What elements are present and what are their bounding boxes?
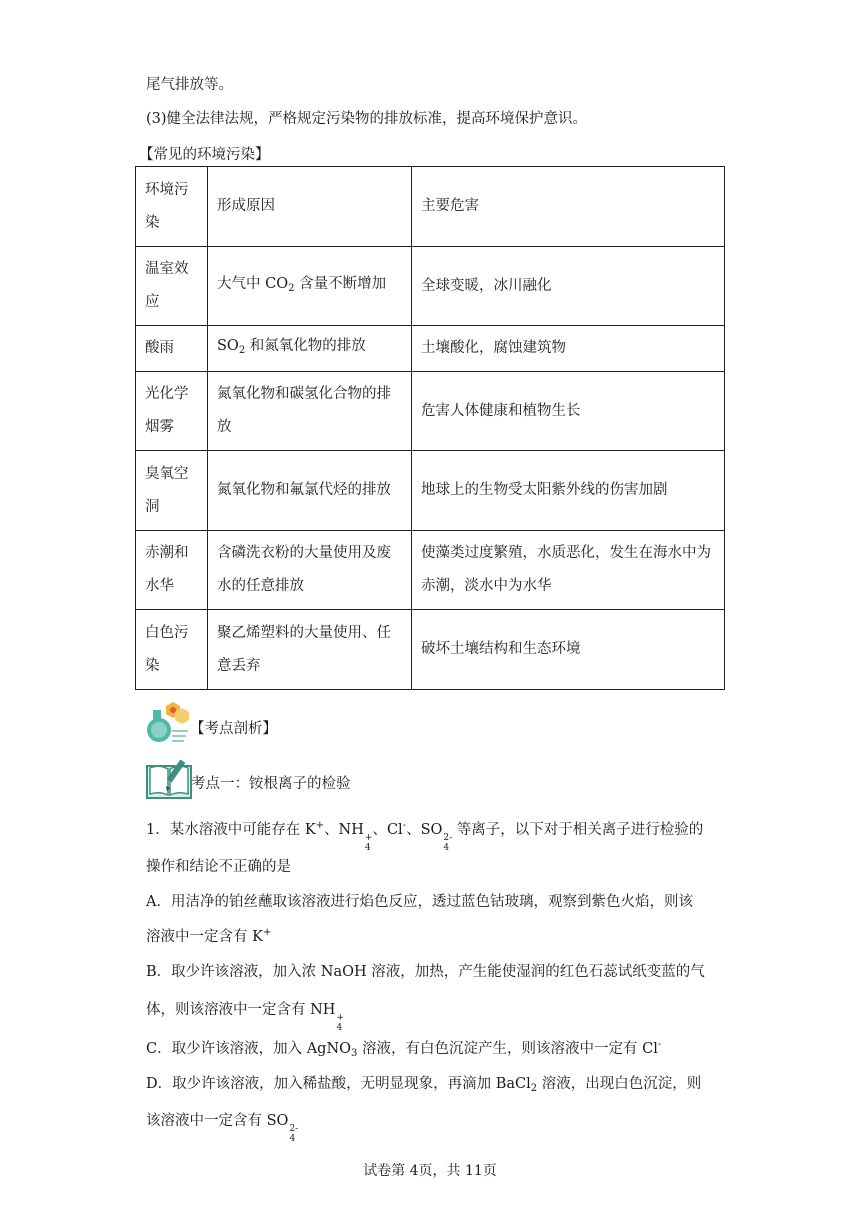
- cause-text: 大气中 CO: [217, 275, 289, 292]
- cell-harm: 全球变暖，冰川融化: [412, 247, 725, 326]
- header-pollution: 环境污染: [136, 167, 208, 247]
- nh4-subscript: 4: [336, 1023, 343, 1033]
- stem-text: 、NH: [324, 822, 364, 838]
- option-c-text-rest: 溶液，有白色沉淀产生，则该溶液中一定有 Cl: [357, 1041, 658, 1057]
- option-c: [146, 1037, 661, 1059]
- table-row: [136, 531, 725, 610]
- pollution-table: [135, 166, 725, 690]
- option-b-line-1: B．取少许该溶液，加入浓 NaOH 溶液，加热，产生能使湿润的红色石蕊试纸变蓝的气: [146, 964, 705, 980]
- analysis-heading: 【考点剖析】: [190, 721, 277, 737]
- cl-charge: -: [657, 1039, 662, 1050]
- cell-harm: 土壤酸化，腐蚀建筑物: [412, 326, 725, 372]
- stem-text: 等离子，以下对于相关离子进行检验的: [452, 822, 704, 838]
- chemistry-flask-icon: [146, 700, 190, 744]
- nh4-charge: +: [336, 1013, 344, 1023]
- stem-text: 、Cl: [372, 822, 403, 838]
- table-row: [136, 326, 725, 372]
- cell-pollution: 赤潮和水华: [136, 531, 208, 610]
- so4-charge-stack: [289, 1124, 298, 1144]
- agno3-subscript: 3: [351, 1048, 358, 1059]
- cell-harm: 破坏土壤结构和生态环境: [412, 610, 725, 690]
- cause-text: SO: [217, 338, 239, 354]
- option-d-text: D．取少许该溶液，加入稀盐酸，无明显现象，再滴加 BaCl: [146, 1076, 531, 1092]
- option-c-text: C．取少许该溶液，加入 AgNO: [146, 1041, 352, 1057]
- k-charge: +: [315, 820, 325, 831]
- option-d-line-1: [146, 1072, 701, 1094]
- page-footer: 试卷第 4页，共 11页: [363, 1163, 497, 1179]
- cause-subscript: 2: [238, 345, 246, 356]
- option-d-text-end: 该溶液中一定含有 SO: [146, 1113, 289, 1129]
- so4-charge-stack: [443, 833, 452, 853]
- option-b-text: 体，则该溶液中一定含有 NH: [146, 1002, 336, 1018]
- k-charge: +: [262, 927, 272, 938]
- cell-cause: 聚乙烯塑料的大量使用、任意丢弃: [208, 610, 412, 690]
- so4-subscript: 4: [289, 1134, 296, 1144]
- so4-charge: 2-: [289, 1124, 299, 1134]
- nh4-charge-stack: [336, 1013, 344, 1033]
- cell-cause: [208, 247, 412, 326]
- book-pen-icon: [146, 758, 192, 800]
- cell-cause: 氮氧化物和碳氢化合物的排放: [208, 372, 412, 451]
- cell-harm: 危害人体健康和植物生长: [412, 372, 725, 451]
- cell-cause: [208, 326, 412, 372]
- table-row: [136, 372, 725, 451]
- cell-cause: 含磷洗衣粉的大量使用及废水的任意排放: [208, 531, 412, 610]
- pollution-heading: 【常见的环境污染】: [139, 147, 270, 163]
- so4-subscript: 4: [443, 843, 450, 853]
- header-harm: 主要危害: [412, 167, 725, 247]
- point-1-title: 考点一：铵根离子的检验: [191, 776, 351, 792]
- cl-charge: -: [402, 820, 407, 831]
- table-header-row: [136, 167, 725, 247]
- cause-subscript: 2: [288, 282, 295, 294]
- nh4-subscript: 4: [364, 843, 371, 853]
- option-a-text: 溶液中一定含有 K: [146, 929, 263, 945]
- table-row: [136, 610, 725, 690]
- stem-text: 1．某水溶液中可能存在 K: [146, 822, 316, 838]
- cell-pollution: 白色污染: [136, 610, 208, 690]
- bacl2-subscript: 2: [530, 1083, 538, 1094]
- cell-pollution: 臭氧空洞: [136, 451, 208, 531]
- cell-pollution: 温室效应: [136, 247, 208, 326]
- question-stem: [146, 818, 703, 853]
- stem-text: 、SO: [406, 822, 443, 838]
- option-a-line-2: [146, 925, 271, 946]
- table-row: [136, 247, 725, 326]
- option-a-line-1: A．用洁净的铂丝蘸取该溶液进行焰色反应，透过蓝色钴玻璃，观察到紫色火焰，则该: [146, 894, 693, 910]
- cause-text-rest: 含量不断增加: [294, 275, 387, 292]
- cell-pollution: 酸雨: [136, 326, 208, 372]
- cell-harm: 地球上的生物受太阳紫外线的伤害加剧: [412, 451, 725, 531]
- nh4-charge: +: [364, 833, 373, 843]
- option-d-text-rest: 溶液，出现白色沉淀，则: [537, 1076, 702, 1092]
- intro-line-2: (3)健全法律法规，严格规定污染物的排放标准，提高环境保护意识。: [146, 111, 588, 127]
- question-stem-line-2: 操作和结论不正确的是: [146, 859, 291, 875]
- table-row: [136, 451, 725, 531]
- so4-charge: 2-: [443, 833, 453, 843]
- option-d-line-2: [146, 1109, 298, 1144]
- option-b-line-2: [146, 998, 344, 1033]
- cell-pollution: 光化学烟雾: [136, 372, 208, 451]
- cell-harm: 使藻类过度繁殖，水质恶化，发生在海水中为赤潮，淡水中为水华: [412, 531, 725, 610]
- cause-text-rest: 和氮氧化物的排放: [245, 338, 366, 354]
- header-cause: 形成原因: [208, 167, 412, 247]
- intro-line-1: 尾气排放等。: [146, 77, 233, 93]
- cell-cause: 氮氧化物和氟氯代烃的排放: [208, 451, 412, 531]
